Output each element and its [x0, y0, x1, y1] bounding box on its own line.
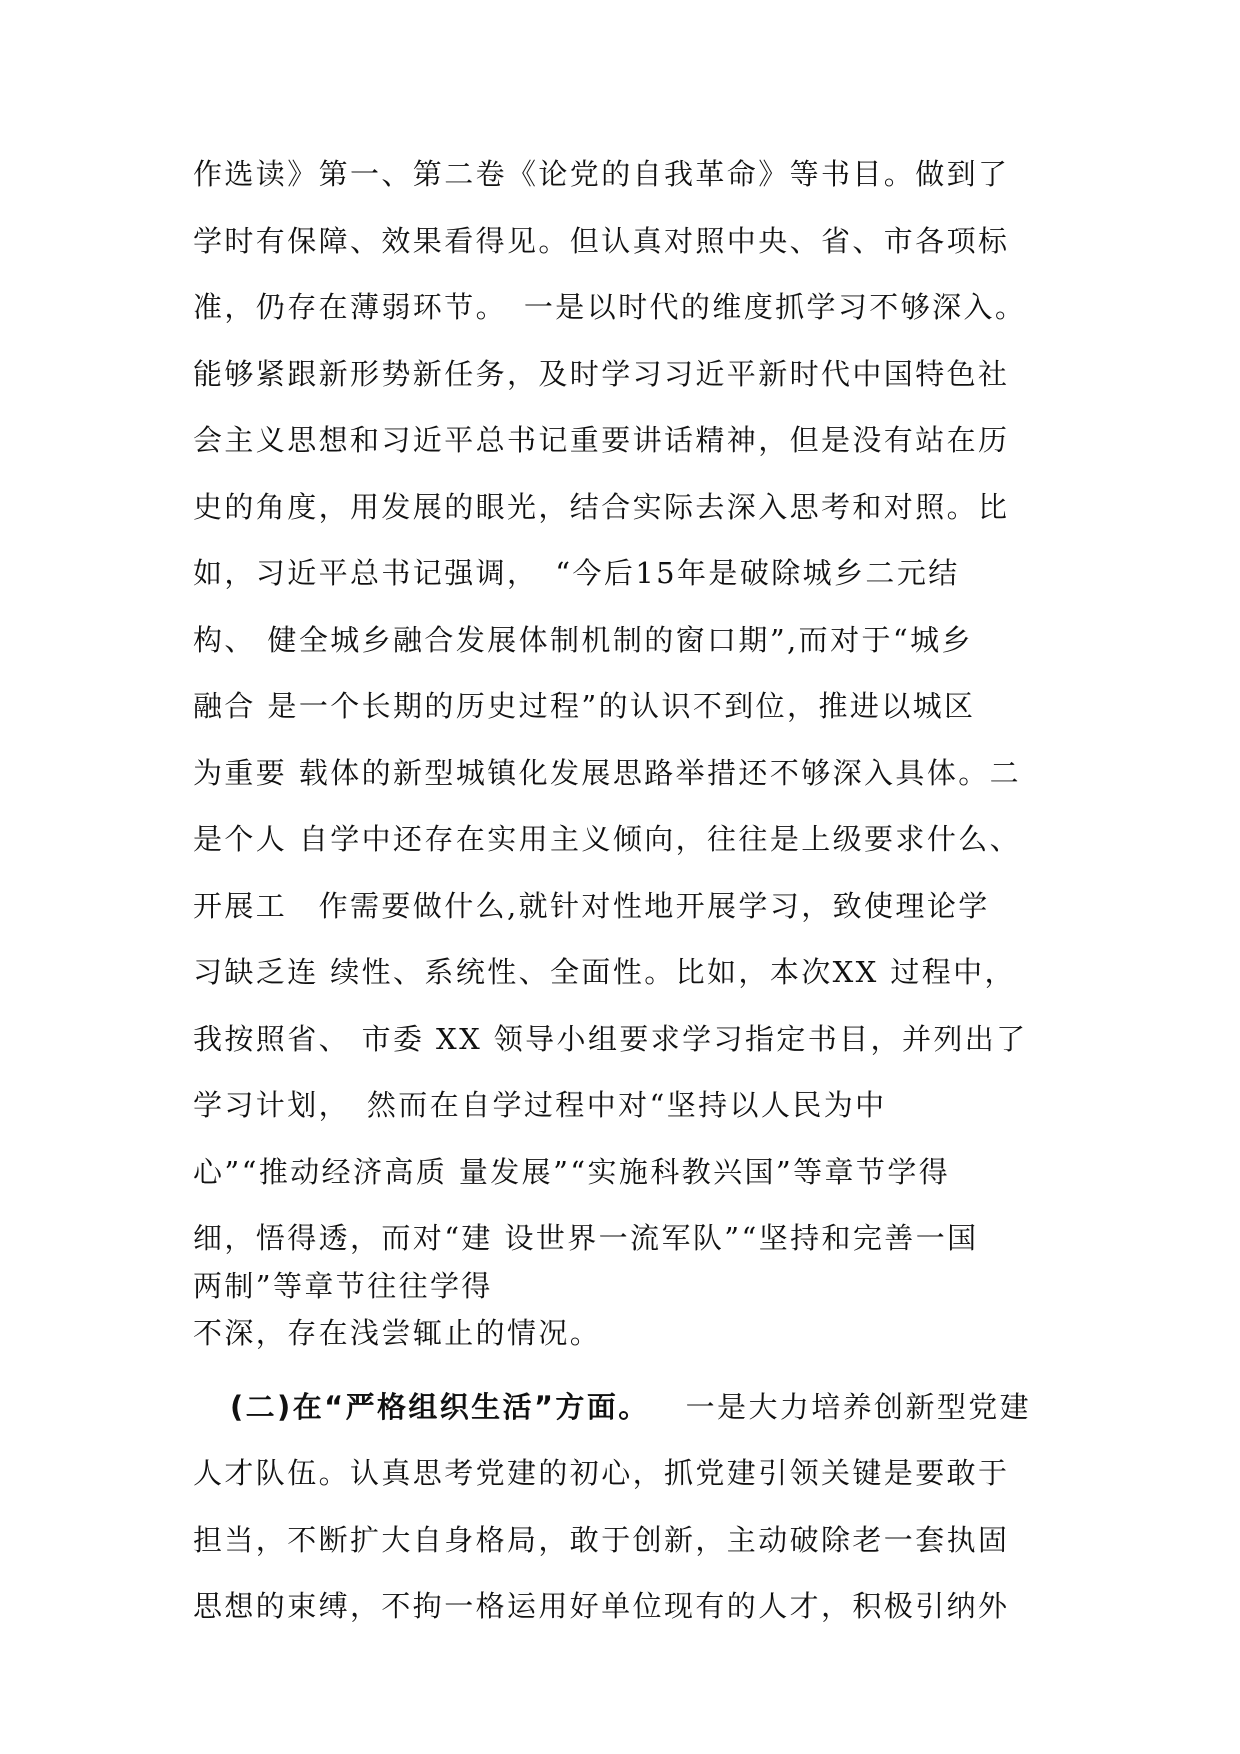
text-line: 学时有保障、效果看得见。但认真对照中央、省、市各项标: [193, 224, 1010, 258]
section-heading: (二)在“严格组织生活”方面。: [230, 1390, 650, 1424]
text-line: 不深，存在浅尝辄止的情况。: [193, 1316, 602, 1350]
section-lead-text: 一是大力培养创新型党建: [685, 1390, 1032, 1424]
text-line: 构、 健全城乡融合发展体制机制的窗口期”,而对于“城乡: [193, 623, 973, 657]
text-line: 学习计划， 然而在自学过程中对“坚持以人民为中: [193, 1088, 887, 1122]
text-line: 为重要 载体的新型城镇化发展思路举措还不够深入具体。二: [193, 756, 1022, 790]
text-line: 思想的束缚，不拘一格运用好单位现有的人才，积极引纳外: [193, 1589, 1010, 1623]
section-heading-line: [230, 1387, 1031, 1427]
text-line: 作选读》第一、第二卷《论党的自我革命》等书目。做到了: [193, 157, 1010, 191]
text-line: 融合 是一个长期的历史过程”的认识不到位，推进以城区: [193, 689, 976, 723]
text-line: 是个人 自学中还存在实用主义倾向，往往是上级要求什么、: [193, 822, 1022, 856]
text-line: 开展工 作需要做什么,就针对性地开展学习，致使理论学: [193, 889, 990, 923]
text-line: 我按照省、 市委 XX 领导小组要求学习指定书目，并列出了: [193, 1022, 1028, 1056]
text-line: 细，悟得透，而对“建 设世界一流军队”“坚持和完善一国: [193, 1221, 979, 1255]
text-line: 习缺乏连 续性、系统性、全面性。比如，本次XX 过程中，: [193, 955, 1016, 989]
text-line: 能够紧跟新形势新任务，及时学习习近平新时代中国特色社: [193, 357, 1010, 391]
text-line: 史的角度，用发展的眼光，结合实际去深入思考和对照。比: [193, 490, 1010, 524]
text-line: 两制”等章节往往学得: [193, 1269, 493, 1303]
text-line: 准，仍存在薄弱环节。 一是以时代的维度抓学习不够深入。: [193, 290, 1027, 324]
text-line: 心”“推动经济高质 量发展”“实施科教兴国”等章节学得: [193, 1155, 951, 1189]
text-line: 人才队伍。认真思考党建的初心，抓党建引领关键是要敢于: [193, 1456, 1010, 1490]
text-line: 担当，不断扩大自身格局，敢于创新，主动破除老一套执固: [193, 1523, 1010, 1557]
text-line: 会主义思想和习近平总书记重要讲话精神，但是没有站在历: [193, 423, 1010, 457]
text-line: 如，习近平总书记强调， “今后15年是破除城乡二元结: [193, 556, 960, 590]
